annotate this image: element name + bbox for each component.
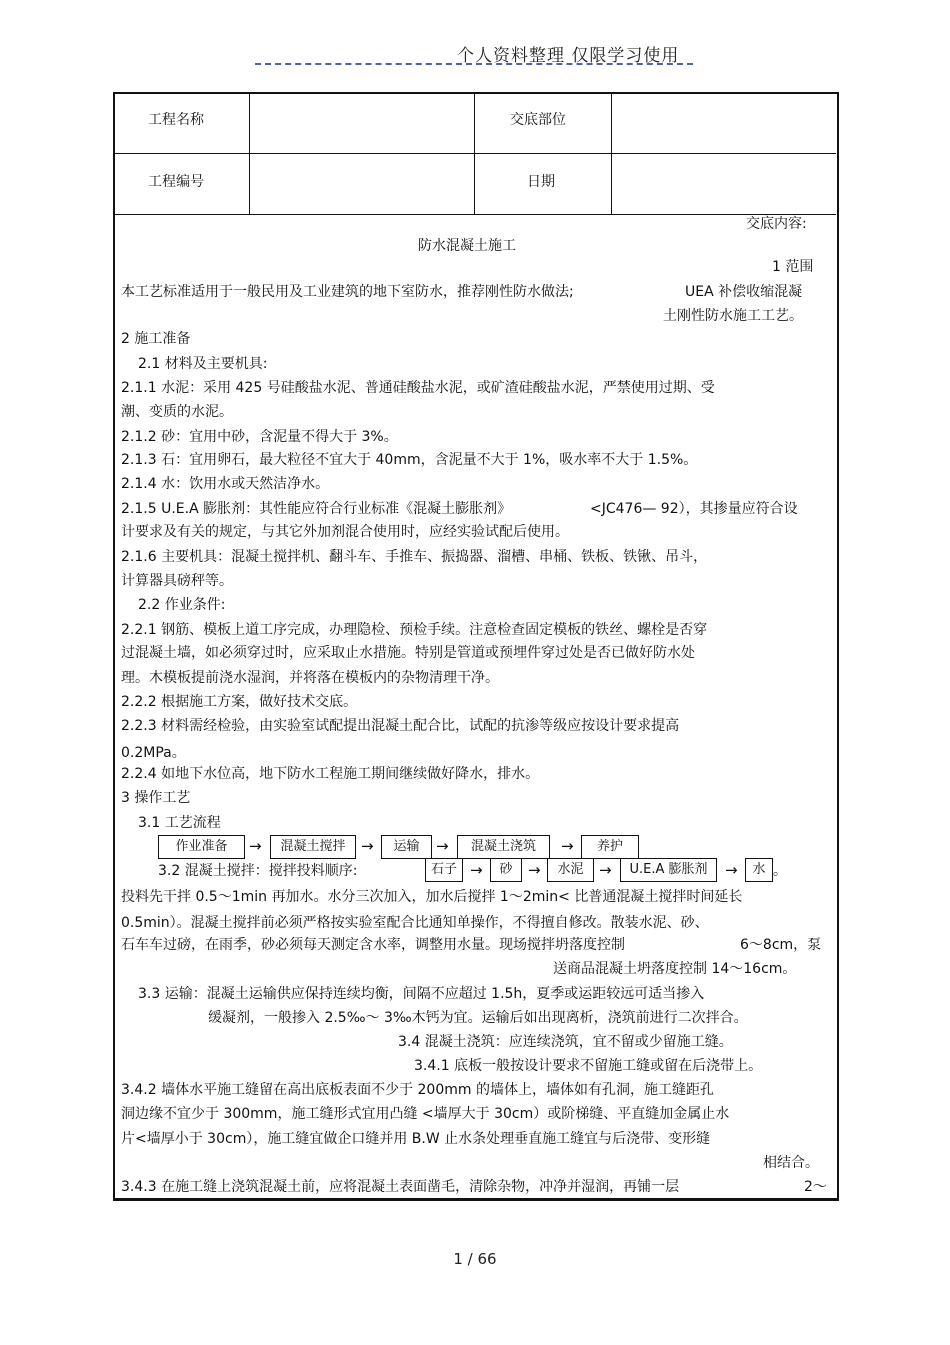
arrow-right-icon: →	[528, 861, 541, 879]
text-line: 3 操作工艺	[121, 790, 191, 806]
mix-ingredient: 水	[745, 858, 773, 882]
text-line: 2.2.2 根据施工方案，做好技术交底。	[121, 694, 358, 710]
text-line: 缓凝剂，一般掺入 2.5‰～ 3‰木钙为宜。运输后如出现离析，浇筑前进行二次拌合。	[208, 1010, 748, 1026]
flow-step: 混凝土搅拌	[270, 835, 356, 859]
text-line: 3.4.3 在施工缝上浇筑混凝土前，应将混凝土表面凿毛，清除杂物，冲净并湿润，再铺一层	[121, 1179, 680, 1195]
text-line: 本工艺标准适用于一般民用及工业建筑的地下室防水，推荐刚性防水做法;	[121, 284, 574, 300]
text-line: 石车车过磅，在雨季，砂必须每天测定含水率，调整用水量。现场搅拌坍落度控制	[121, 937, 625, 953]
flow-step: 混凝土浇筑	[457, 835, 550, 859]
text-line: 3.4.2 墙体水平施工缝留在高出底板表面不少于 200mm 的墙体上，墙体如有孔洞，施工缝距孔	[121, 1082, 714, 1098]
text-line: 1 范围	[772, 259, 814, 275]
text-line: 3.4 混凝土浇筑：应连续浇筑，宜不留或少留施工缝。	[398, 1034, 733, 1050]
mix-ingredient: U.E.A 膨胀剂	[620, 858, 717, 882]
flow-step: 养护	[581, 835, 639, 859]
part-label: 交底部位	[510, 112, 566, 128]
arrow-right-icon: →	[249, 837, 262, 855]
mix-ingredient: 水泥	[547, 858, 594, 882]
text-line: 过混凝土墙，如必须穿过时，应采取止水措施。特别是管道或预埋件穿过处是否已做好防水处	[121, 645, 695, 661]
text-line: <JC476— 92），其掺量应符合设	[590, 501, 798, 517]
text-line: 2.2 作业条件:	[138, 597, 226, 613]
header-watermark: 个人资料整理 仅限学习使用	[457, 46, 680, 66]
flow-step: 运输	[381, 835, 432, 859]
text-line: 2.2.1 钢筋、模板上道工序完成，办理隐检、预检手续。注意检查固定模板的铁丝、螺栓是否穿	[121, 622, 708, 638]
text-line: 潮、变质的水泥。	[121, 404, 233, 420]
text-line: 3.2 混凝土搅拌：搅拌投料顺序:	[158, 863, 358, 879]
text-line: 投料先干拌 0.5～1min 再加水。水分三次加入，加水后搅拌 1～2min< 比普通混凝土搅拌时间延长	[121, 889, 743, 905]
grid-line	[114, 153, 836, 154]
content-label: 交底内容:	[746, 216, 807, 232]
text-line: 片<墙厚小于 30cm），施工缝宜做企口缝并用 B.W 止水条处理垂直施工缝宜与后浇带、变形缝	[121, 1131, 711, 1147]
text-line: 2 施工准备	[121, 331, 191, 347]
text-line: UEA 补偿收缩混凝	[685, 284, 803, 300]
flow-end-mark: 。	[773, 863, 787, 879]
text-line: 2.2.3 材料需经检验，由实验室试配提出混凝土配合比，试配的抗渗等级应按设计要求提高	[121, 718, 680, 734]
text-line: 2.1.6 主要机具：混凝土搅拌机、翻斗车、手推车、振捣器、溜槽、串桶、铁板、铁锹、吊斗，	[121, 549, 708, 565]
arrow-right-icon: →	[599, 861, 612, 879]
text-line: 计要求及有关的规定，与其它外加剂混合使用时，应经实验试配后使用。	[121, 524, 569, 540]
text-line: 洞边缘不宜少于 300mm，施工缝形式宜用凸缝 <墙厚大于 30cm）或阶梯缝、平直缝加金属止水	[121, 1106, 730, 1122]
arrow-right-icon: →	[436, 837, 449, 855]
project-name-label: 工程名称	[148, 112, 204, 128]
text-line: 2.1 材料及主要机具:	[138, 356, 268, 372]
text-line: 3.3 运输：混凝土运输供应保持连续均衡，间隔不应超过 1.5h，夏季或运距较远可适当掺入	[138, 986, 705, 1002]
text-line: 理。木模板提前浇水湿润，并将落在模板内的杂物清理干净。	[121, 670, 499, 686]
doc-title: 防水混凝土施工	[418, 238, 516, 254]
text-line: 6～8cm，泵	[740, 937, 822, 953]
text-line: 3.1 工艺流程	[138, 815, 221, 831]
text-line: 计算器具磅秤等。	[121, 573, 233, 589]
text-line: 送商品混凝土坍落度控制 14～16cm。	[553, 961, 797, 977]
text-line: 0.2MPa。	[121, 745, 186, 761]
text-line: 土刚性防水施工工艺。	[663, 308, 803, 324]
mix-ingredient: 砂	[490, 858, 522, 882]
text-line: 2.1.3 石：宜用卵石，最大粒径不宜大于 40mm，含泥量不大于 1%，吸水率不大于 1.5%。	[121, 452, 698, 468]
arrow-right-icon: →	[725, 861, 738, 879]
arrow-right-icon: →	[361, 837, 374, 855]
grid-line	[114, 214, 836, 215]
header-divider	[255, 63, 693, 65]
text-line: 2.1.2 砂：宜用中砂，含泥量不得大于 3%。	[121, 429, 398, 445]
page-number: 1 / 66	[453, 1250, 497, 1268]
project-no-label: 工程编号	[148, 174, 204, 190]
text-line: 2～	[804, 1179, 827, 1195]
text-line: 3.4.1 底板一般按设计要求不留施工缝或留在后浇带上。	[414, 1058, 763, 1074]
text-line: 相结合。	[763, 1155, 819, 1171]
text-line: 2.1.1 水泥：采用 425 号硅酸盐水泥、普通硅酸盐水泥，或矿渣硅酸盐水泥，严禁使用过期、受	[121, 380, 715, 396]
arrow-right-icon: →	[561, 837, 574, 855]
text-line: 2.1.5 U.E.A 膨胀剂：其性能应符合行业标准《混凝土膨胀剂》	[121, 501, 512, 517]
text-line: 0.5min）。混凝土搅拌前必须严格按实验室配合比通知单操作，不得擅自修改。散装水泥、砂、	[121, 915, 709, 931]
date-label: 日期	[527, 174, 555, 190]
text-line: 2.1.4 水：饮用水或天然洁净水。	[121, 476, 330, 492]
mix-ingredient: 石子	[425, 858, 463, 882]
flow-step: 作业准备	[158, 835, 245, 859]
text-line: 2.2.4 如地下水位高，地下防水工程施工期间继续做好降水，排水。	[121, 766, 540, 782]
arrow-right-icon: →	[470, 861, 483, 879]
